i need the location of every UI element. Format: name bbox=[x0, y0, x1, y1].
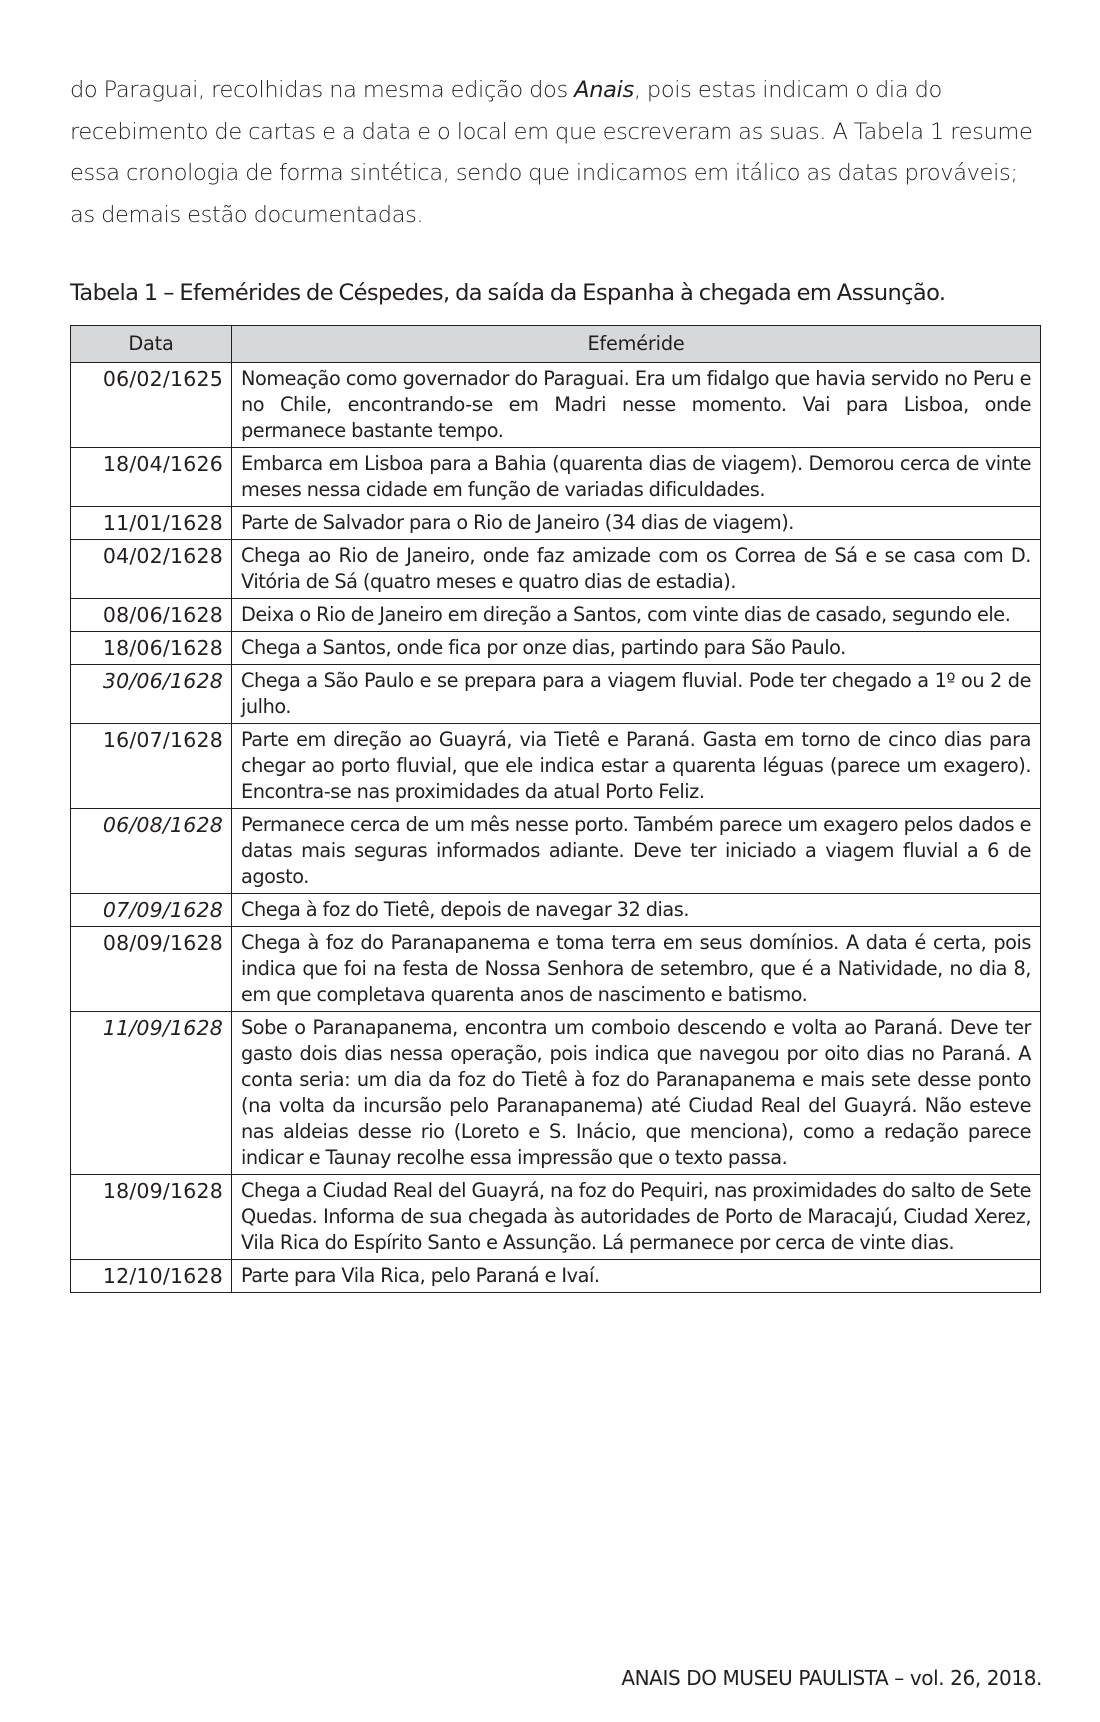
row-date: 08/06/1628 bbox=[71, 599, 232, 632]
row-date-probable: 30/06/1628 bbox=[71, 665, 232, 724]
journal-name: ANAIS DO MUSEU PAULISTA bbox=[621, 1666, 889, 1690]
row-date: 04/02/1628 bbox=[71, 540, 232, 599]
row-event: Chega a São Paulo e se prepara para a viagem fluvial. Pode ter chegado a 1º ou 2 de julho. bbox=[232, 665, 1041, 724]
paragraph-text-end: , pois estas indicam o dia do recebimento de cartas e a data e o local em que escreveram as suas. A Tabela 1 resume essa cronologia de forma sintética, sendo que indicamos em itálico as datas prováveis; as demais estão documentadas. bbox=[70, 77, 1033, 228]
row-date: 11/01/1628 bbox=[71, 507, 232, 540]
row-date-probable: 11/09/1628 bbox=[71, 1012, 232, 1175]
table-body bbox=[71, 363, 1041, 1293]
table-row bbox=[71, 1012, 1041, 1175]
row-event: Chega ao Rio de Janeiro, onde faz amizade com os Correa de Sá e se casa com D. Vitória de Sá (quatro meses e quatro dias de estadia). bbox=[232, 540, 1041, 599]
table-row bbox=[71, 507, 1041, 540]
column-header-date: Data bbox=[71, 326, 232, 363]
table-row bbox=[71, 363, 1041, 448]
row-date: 18/09/1628 bbox=[71, 1175, 232, 1260]
volume-info: – vol. 26, 2018. bbox=[888, 1666, 1042, 1690]
table-row bbox=[71, 809, 1041, 894]
row-date: 12/10/1628 bbox=[71, 1260, 232, 1293]
table-row bbox=[71, 1260, 1041, 1293]
row-date: 16/07/1628 bbox=[71, 724, 232, 809]
column-header-event: Efeméride bbox=[232, 326, 1041, 363]
row-date-probable: 06/08/1628 bbox=[71, 809, 232, 894]
table-row bbox=[71, 724, 1041, 809]
row-event: Parte em direção ao Guayrá, via Tietê e Paraná. Gasta em torno de cinco dias para chegar ao porto fluvial, que ele indica estar a quarenta léguas (parece um exagero). Encontra-se nas proximidades da atual Porto Feliz. bbox=[232, 724, 1041, 809]
row-event: Chega a Ciudad Real del Guayrá, na foz do Pequiri, nas proximidades do salto de Sete Quedas. Informa de sua chegada às autoridades de Porto de Maracajú, Ciudad Xerez, Vila Rica do Espírito Santo e Assunção. Lá permanece por cerca de vinte dias. bbox=[232, 1175, 1041, 1260]
table-row bbox=[71, 599, 1041, 632]
table-row bbox=[71, 927, 1041, 1012]
row-event: Deixa o Rio de Janeiro em direção a Santos, com vinte dias de casado, segundo ele. bbox=[232, 599, 1041, 632]
table-row bbox=[71, 665, 1041, 724]
efemerides-table bbox=[70, 325, 1041, 1293]
row-event: Nomeação como governador do Paraguai. Era um fidalgo que havia servido no Peru e no Chile, encontrando-se em Madri nesse momento. Vai para Lisboa, onde permanece bastante tempo. bbox=[232, 363, 1041, 448]
paragraph-italic-anais: Anais bbox=[574, 77, 634, 103]
row-event: Chega à foz do Paranapanema e toma terra em seus domínios. A data é certa, pois indica que foi na festa de Nossa Senhora de setembro, que é a Natividade, no dia 8, em que completava quarenta anos de nascimento e batismo. bbox=[232, 927, 1041, 1012]
document-page bbox=[70, 70, 1042, 1293]
row-event: Parte de Salvador para o Rio de Janeiro (34 dias de viagem). bbox=[232, 507, 1041, 540]
row-event: Chega a Santos, onde fica por onze dias, partindo para São Paulo. bbox=[232, 632, 1041, 665]
row-event: Chega à foz do Tietê, depois de navegar 32 dias. bbox=[232, 894, 1041, 927]
table-caption: Tabela 1 – Efemérides de Céspedes, da saída da Espanha à chegada em Assunção. bbox=[70, 280, 946, 306]
intro-paragraph bbox=[70, 70, 1042, 236]
row-date: 18/06/1628 bbox=[71, 632, 232, 665]
table-row bbox=[71, 448, 1041, 507]
table-row bbox=[71, 894, 1041, 927]
paragraph-text-start: do Paraguai, recolhidas na mesma edição dos bbox=[70, 77, 575, 103]
row-date: 06/02/1625 bbox=[71, 363, 232, 448]
table-row bbox=[71, 1175, 1041, 1260]
row-date-probable: 07/09/1628 bbox=[71, 894, 232, 927]
row-event: Sobe o Paranapanema, encontra um comboio descendo e volta ao Paraná. Deve ter gasto dois dias nessa operação, pois indica que navegou por oito dias no Paraná. A conta seria: um dia da foz do Tietê à foz do Paranapanema e mais sete desse ponto (na volta da incursão pelo Paranapanema) até Ciudad Real del Guayrá. Não esteve nas aldeias desse rio (Loreto e S. Inácio, que menciona), como a redação parece indicar e Taunay recolhe essa impressão que o texto passa. bbox=[232, 1012, 1041, 1175]
row-event: Permanece cerca de um mês nesse porto. Também parece um exagero pelos dados e datas mais seguras informados adiante. Deve ter iniciado a viagem fluvial a 6 de agosto. bbox=[232, 809, 1041, 894]
row-date: 18/04/1626 bbox=[71, 448, 232, 507]
table-header-row bbox=[71, 326, 1041, 363]
row-event: Parte para Vila Rica, pelo Paraná e Ivaí. bbox=[232, 1260, 1041, 1293]
row-date: 08/09/1628 bbox=[71, 927, 232, 1012]
row-event: Embarca em Lisboa para a Bahia (quarenta dias de viagem). Demorou cerca de vinte meses nessa cidade em função de variadas dificuldades. bbox=[232, 448, 1041, 507]
table-row bbox=[71, 632, 1041, 665]
page-footer bbox=[621, 1666, 1042, 1690]
table-row bbox=[71, 540, 1041, 599]
